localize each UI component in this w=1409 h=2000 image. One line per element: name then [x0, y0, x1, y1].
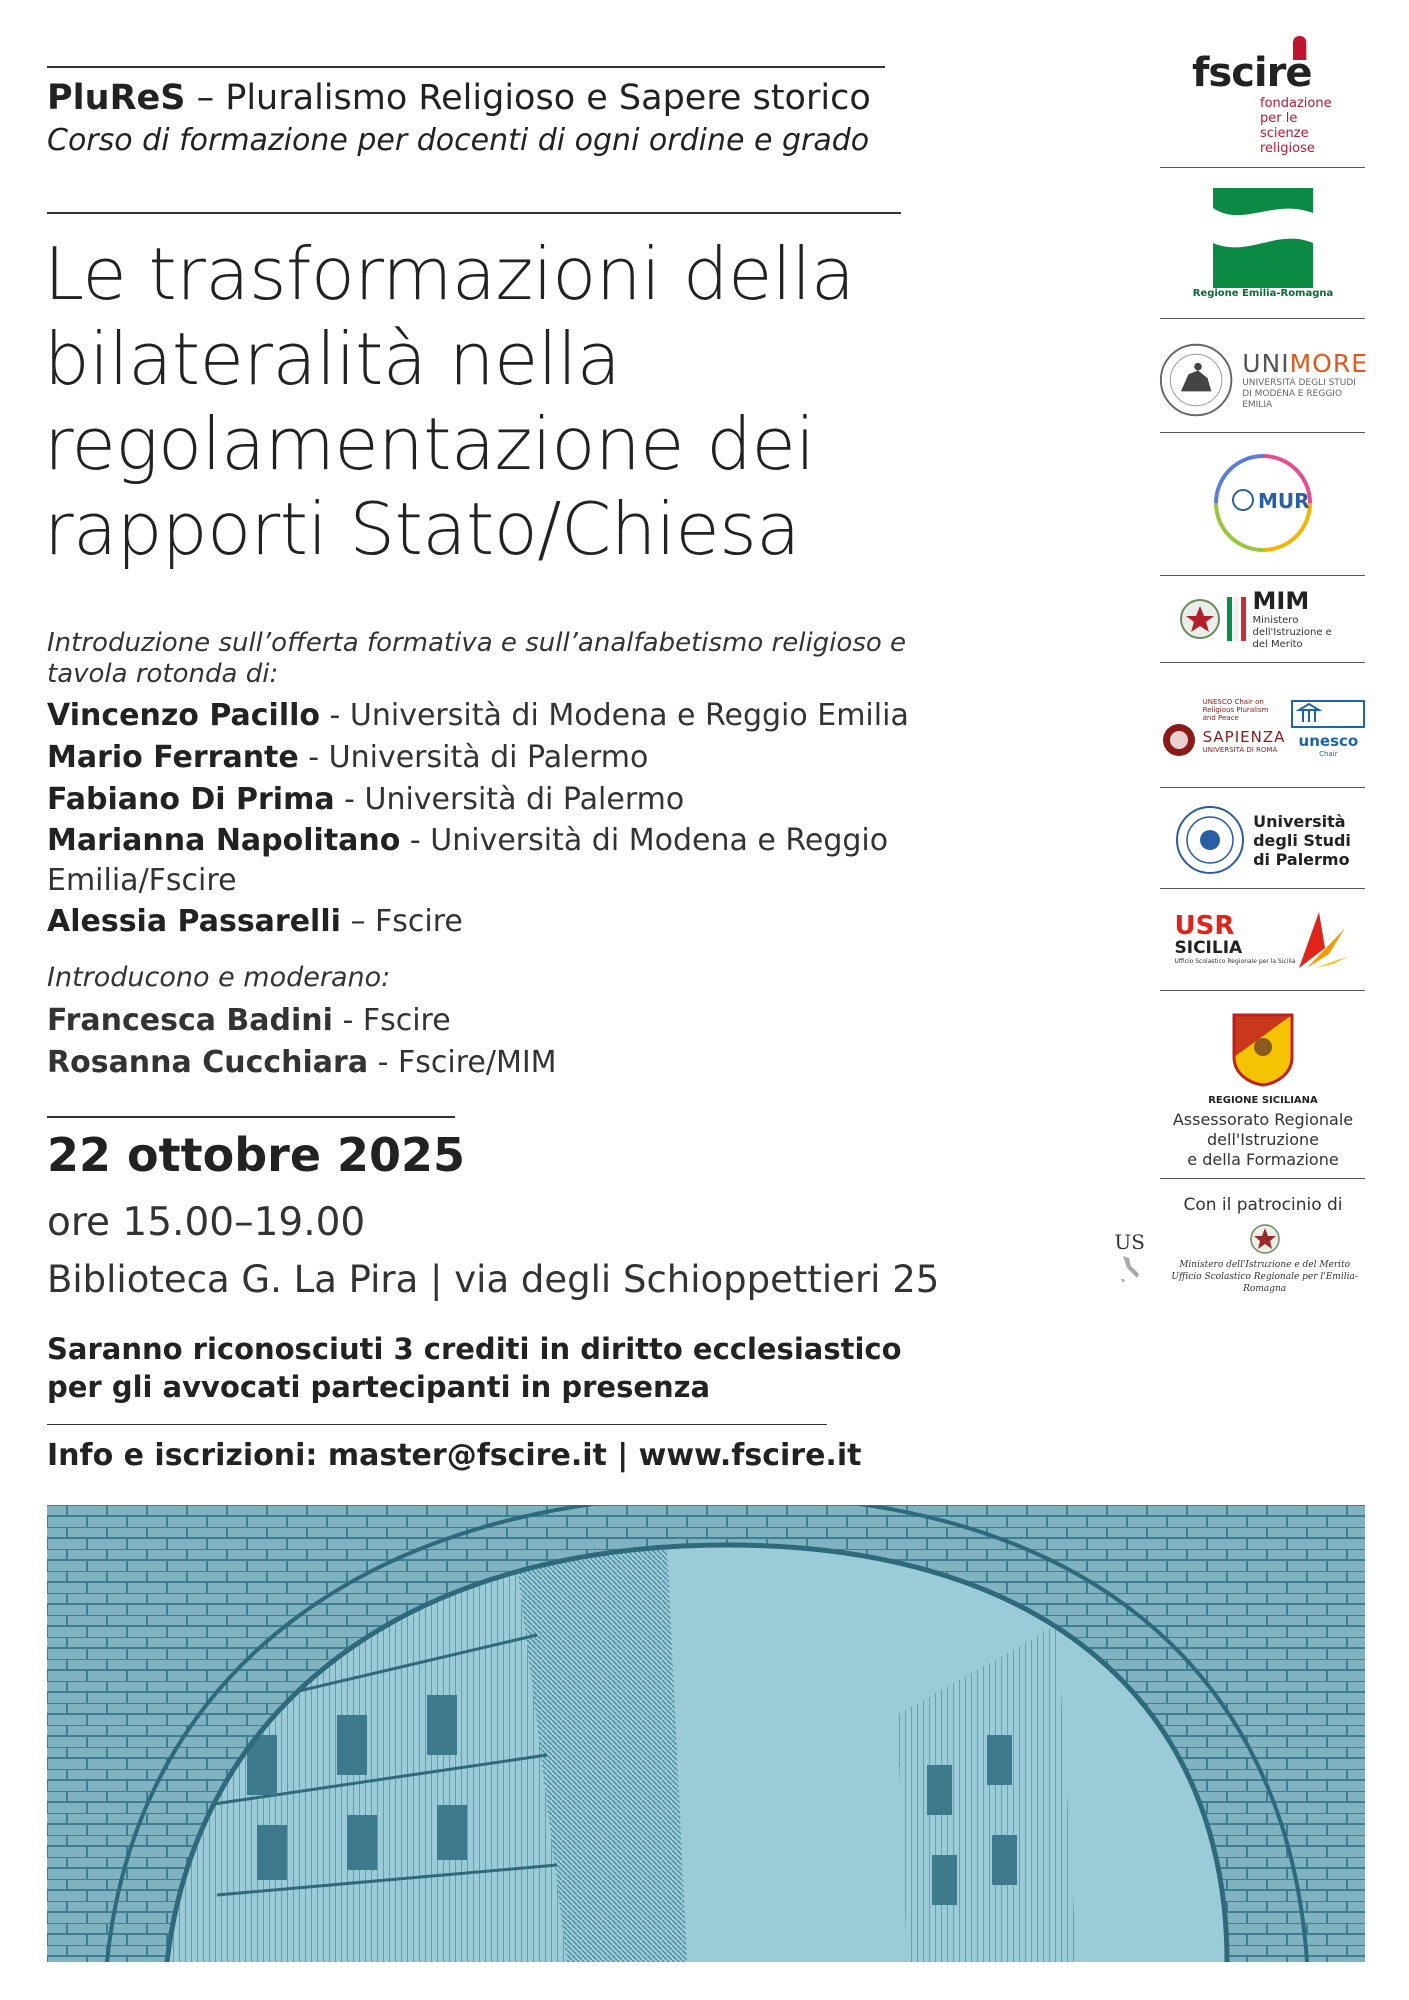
italy-map-icon [1115, 1254, 1145, 1284]
event-time: ore 15.00–19.00 [47, 1200, 366, 1245]
italy-emblem-icon [1179, 598, 1221, 640]
mur-logo [1158, 444, 1368, 562]
logo-separator [1160, 990, 1365, 991]
moderators-label: Introducono e moderano: [47, 962, 391, 993]
usr-emilia-romagna-logo: US Ministero dell'Istruzione e del Merito Ufficio Scolastico Regionale per l'Emilia-Romagna [1110, 1224, 1372, 1294]
intro-text: Introduzione sull’offerta formativa e sull’analfabetismo religioso e tavola rotonda di: [47, 628, 907, 689]
sapienza-unesco-logo: UNESCO Chair on Religious Pluralism and Peace SAPIENZA UNIVERSITÀ DI ROMA unesco Chair [1158, 682, 1368, 782]
speaker-item: Alessia Passarelli – Fscire [47, 904, 463, 939]
series-title: PluReS – Pluralismo Religioso e Sapere storico [47, 78, 871, 118]
moderator-item: Francesca Badini - Fscire [47, 1003, 451, 1038]
patrocinio-label: Con il patrocinio di [1183, 1195, 1343, 1215]
logo-separator [1160, 167, 1365, 168]
top-rule [47, 66, 885, 68]
date-rule [47, 1116, 455, 1118]
event-place: Biblioteca G. La Pira | via degli Schioppettieri 25 [47, 1258, 940, 1301]
mur-ring-icon [1208, 448, 1318, 558]
logo-separator [1160, 575, 1365, 576]
info-rule [47, 1424, 827, 1425]
credits-note: Saranno riconosciuti 3 crediti in diritto ecclesiastico per gli avvocati partecipanti in presenza [47, 1332, 902, 1404]
unesco-temple-icon [1291, 700, 1365, 728]
usr-sicilia-logo: USR SICILIA Ufficio Scolastico Regionale per la Sicilia [1158, 898, 1368, 980]
logo-separator [1160, 662, 1365, 663]
usr-sun-icon [1289, 908, 1351, 970]
speaker-item: Marianna Napolitano - Università di Modena e Reggio Emilia/Fscire [47, 823, 889, 898]
logo-separator [1160, 1178, 1365, 1179]
logo-separator [1160, 888, 1365, 889]
italy-emblem-icon [1249, 1223, 1281, 1255]
unimore-seal-icon [1158, 340, 1234, 420]
series-subtitle: Corso di formazione per docenti di ogni ordine e grado [47, 123, 870, 158]
mur-name: MUR [1258, 489, 1310, 513]
speaker-item: Vincenzo Pacillo - Università di Modena e Reggio Emilia [47, 698, 909, 733]
title-line: Le trasformazioni della [44, 232, 855, 316]
logo-separator [1160, 432, 1365, 433]
emilia-romagna-emblem-icon [1213, 188, 1313, 288]
unipa-seal-icon [1175, 805, 1245, 875]
event-title [44, 232, 944, 572]
mim-logo: MIM Ministero dell'Istruzione e del Merito [1158, 585, 1368, 653]
title-line: regolamentazione dei [44, 402, 815, 486]
moderator-item: Rosanna Cucchiara - Fscire/MIM [47, 1045, 557, 1080]
unipa-logo: Università degli Studi di Palermo [1158, 795, 1368, 885]
emilia-romagna-logo: Regione Emilia-Romagna [1158, 182, 1368, 304]
engraving-illustration [47, 1505, 1365, 1962]
tricolor-bar-icon [1227, 597, 1247, 641]
sapienza-seal-icon [1161, 722, 1197, 758]
speaker-list [47, 695, 927, 943]
title-line: rapporti Stato/Chiesa [44, 487, 800, 571]
title-rule [47, 212, 901, 214]
logo-separator [1160, 318, 1365, 319]
trinacria-shield-icon [1232, 1013, 1294, 1087]
speaker-item: Fabiano Di Prima - Università di Palermo [47, 782, 685, 817]
moderator-list [47, 1000, 557, 1084]
info-contacts[interactable]: Info e iscrizioni: master@fscire.it | www.fscire.it [47, 1438, 862, 1473]
logo-separator [1160, 787, 1365, 788]
unimore-logo: UNIMORE UNIVERSITÀ DEGLI STUDI DI MODENA E REGGIO EMILIA [1158, 330, 1368, 430]
fscire-logo: fscire fondazione per le scienze religiose [1158, 36, 1368, 156]
event-date: 22 ottobre 2025 [47, 1128, 466, 1182]
arch-engraving-image [47, 1505, 1365, 1962]
regione-siciliana-logo: REGIONE SICILIANA Assessorato Regionale dell'Istruzione e della Formazione [1158, 1006, 1368, 1176]
speaker-item: Mario Ferrante - Università di Palermo [47, 740, 649, 775]
title-line: bilateralità nella [44, 317, 621, 401]
